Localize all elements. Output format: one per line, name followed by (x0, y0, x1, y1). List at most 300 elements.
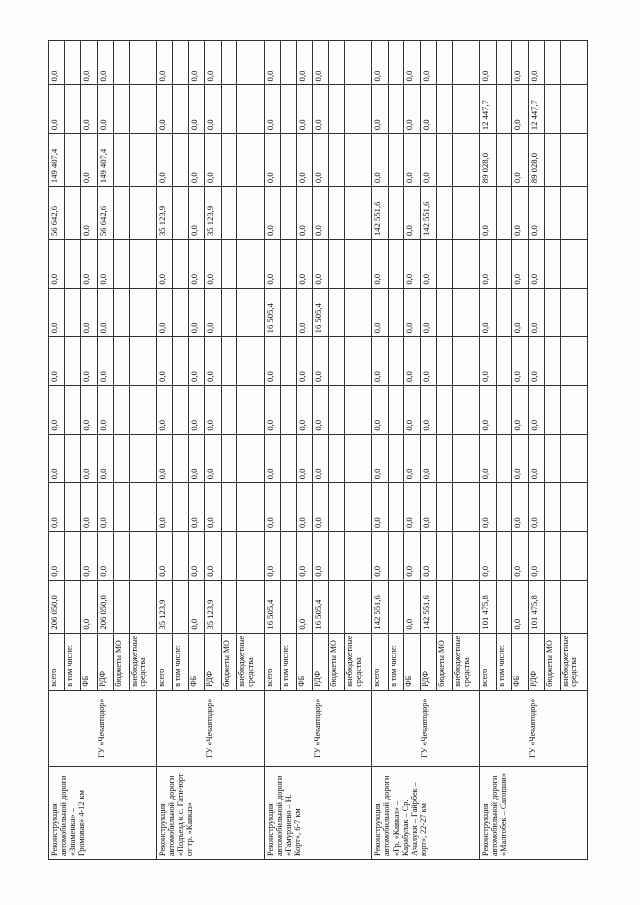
value-cell (221, 483, 237, 532)
value-cell: 0,0 (188, 288, 204, 337)
value-cell (280, 532, 296, 581)
value-cell (388, 386, 404, 435)
value-cell: 0,0 (81, 580, 97, 633)
financing-table (48, 40, 588, 860)
value-cell: 0,0 (512, 239, 528, 288)
value-cell (437, 41, 453, 86)
value-cell: 0,0 (313, 41, 329, 86)
value-cell (545, 386, 561, 435)
value-cell (345, 239, 372, 288)
value-cell: 0,0 (528, 337, 544, 386)
rotated-table-container (48, 40, 588, 860)
value-cell: 0,0 (49, 434, 65, 483)
funding-source-cell: бюджеты МО (113, 633, 129, 690)
value-cell (560, 239, 587, 288)
value-cell (129, 134, 156, 187)
value-cell (129, 580, 156, 633)
value-cell (345, 483, 372, 532)
funding-source-cell: ФБ (404, 633, 420, 690)
value-cell (388, 288, 404, 337)
value-cell: 0,0 (512, 483, 528, 532)
value-cell (173, 337, 189, 386)
value-cell (452, 580, 479, 633)
value-cell (237, 187, 264, 240)
value-cell: 142 551,6 (372, 580, 388, 633)
value-cell: 0,0 (81, 386, 97, 435)
value-cell: 0,0 (480, 288, 496, 337)
value-cell: 12 447,7 (480, 85, 496, 134)
value-cell: 0,0 (205, 434, 221, 483)
value-cell: 206 050,0 (97, 580, 113, 633)
value-cell: 0,0 (528, 239, 544, 288)
value-cell (329, 434, 345, 483)
value-cell (173, 187, 189, 240)
responsible-cell: ГУ «Чечавтодор» (156, 690, 264, 766)
value-cell (221, 134, 237, 187)
value-cell: 0,0 (420, 483, 436, 532)
value-cell (388, 337, 404, 386)
value-cell: 35 123,9 (156, 580, 172, 633)
value-cell: 0,0 (156, 386, 172, 435)
value-cell: 142 551,6 (372, 187, 388, 240)
value-cell (388, 41, 404, 86)
value-cell (237, 41, 264, 86)
value-cell (452, 434, 479, 483)
value-cell (496, 532, 512, 581)
value-cell (545, 532, 561, 581)
value-cell (329, 288, 345, 337)
value-cell (545, 483, 561, 532)
value-cell: 0,0 (313, 386, 329, 435)
value-cell: 0,0 (420, 434, 436, 483)
value-cell (496, 337, 512, 386)
value-cell: 0,0 (205, 134, 221, 187)
value-cell (129, 386, 156, 435)
value-cell: 0,0 (528, 483, 544, 532)
value-cell (237, 532, 264, 581)
value-cell: 89 028,0 (528, 134, 544, 187)
value-cell (560, 434, 587, 483)
value-cell (437, 134, 453, 187)
value-cell (129, 239, 156, 288)
responsible-cell: ГУ «Чечавтодор» (49, 690, 157, 766)
value-cell (221, 288, 237, 337)
value-cell (113, 239, 129, 288)
value-cell: 0,0 (313, 337, 329, 386)
value-cell: 0,0 (528, 386, 544, 435)
value-cell: 0,0 (528, 288, 544, 337)
funding-source-cell: внебюджетные средства (560, 633, 587, 690)
value-cell: 0,0 (81, 187, 97, 240)
value-cell: 0,0 (264, 386, 280, 435)
value-cell: 0,0 (264, 134, 280, 187)
value-cell: 0,0 (205, 41, 221, 86)
project-name-cell: Реконструкция автомобильной дороги «Гамурзиево – Н. Корт», 6-7 км (264, 766, 372, 859)
value-cell (221, 239, 237, 288)
value-cell (388, 239, 404, 288)
value-cell: 0,0 (313, 483, 329, 532)
value-cell: 0,0 (264, 41, 280, 86)
value-cell (221, 532, 237, 581)
funding-source-cell: в том числе: (280, 633, 296, 690)
value-cell: 0,0 (404, 134, 420, 187)
value-cell: 0,0 (404, 85, 420, 134)
value-cell (496, 187, 512, 240)
value-cell (173, 239, 189, 288)
value-cell (329, 483, 345, 532)
value-cell (65, 434, 81, 483)
value-cell: 0,0 (372, 288, 388, 337)
value-cell: 0,0 (264, 239, 280, 288)
responsible-cell: ГУ «Чечавтодор» (372, 690, 480, 766)
value-cell (452, 85, 479, 134)
value-cell: 0,0 (404, 337, 420, 386)
value-cell: 0,0 (97, 288, 113, 337)
value-cell (560, 337, 587, 386)
value-cell (113, 580, 129, 633)
value-cell: 0,0 (372, 134, 388, 187)
value-cell: 0,0 (512, 187, 528, 240)
value-cell: 0,0 (480, 532, 496, 581)
funding-source-cell: в том числе: (65, 633, 81, 690)
value-cell (237, 434, 264, 483)
value-cell (452, 239, 479, 288)
value-cell: 35 123,9 (156, 187, 172, 240)
value-cell: 0,0 (49, 239, 65, 288)
value-cell: 0,0 (156, 288, 172, 337)
value-cell (113, 187, 129, 240)
value-cell (65, 187, 81, 240)
value-cell (280, 134, 296, 187)
value-cell: 0,0 (372, 85, 388, 134)
value-cell (437, 386, 453, 435)
value-cell (329, 386, 345, 435)
value-cell (65, 386, 81, 435)
funding-source-cell: всего (49, 633, 65, 690)
value-cell (496, 134, 512, 187)
value-cell: 142 551,6 (420, 580, 436, 633)
value-cell: 16 505,4 (264, 288, 280, 337)
responsible-cell: ГУ «Чечавтодор» (480, 690, 588, 766)
value-cell: 0,0 (49, 483, 65, 532)
value-cell: 0,0 (264, 483, 280, 532)
value-cell (65, 532, 81, 581)
value-cell: 0,0 (480, 239, 496, 288)
value-cell: 0,0 (480, 434, 496, 483)
value-cell (388, 187, 404, 240)
value-cell: 0,0 (97, 239, 113, 288)
value-cell: 0,0 (404, 580, 420, 633)
value-cell: 0,0 (372, 337, 388, 386)
value-cell: 0,0 (264, 337, 280, 386)
value-cell (65, 239, 81, 288)
value-cell: 16 505,4 (264, 580, 280, 633)
value-cell (545, 41, 561, 86)
funding-source-cell: ФБ (81, 633, 97, 690)
funding-source-cell: внебюджетные средства (237, 633, 264, 690)
value-cell (496, 41, 512, 86)
value-cell (437, 434, 453, 483)
value-cell (65, 134, 81, 187)
value-cell (560, 386, 587, 435)
value-cell (237, 85, 264, 134)
value-cell: 0,0 (296, 41, 312, 86)
value-cell (496, 386, 512, 435)
funding-source-cell: бюджеты МО (437, 633, 453, 690)
value-cell: 0,0 (480, 483, 496, 532)
value-cell: 0,0 (512, 337, 528, 386)
value-cell (452, 187, 479, 240)
value-cell (345, 580, 372, 633)
funding-source-cell: РДФ (420, 633, 436, 690)
value-cell: 0,0 (296, 386, 312, 435)
value-cell (280, 483, 296, 532)
funding-source-cell: внебюджетные средства (452, 633, 479, 690)
funding-source-cell: РДФ (528, 633, 544, 690)
value-cell (345, 134, 372, 187)
value-cell: 0,0 (313, 532, 329, 581)
value-cell (113, 532, 129, 581)
value-cell: 0,0 (296, 85, 312, 134)
funding-source-cell: РДФ (97, 633, 113, 690)
value-cell: 0,0 (512, 386, 528, 435)
value-cell (113, 434, 129, 483)
value-cell (437, 532, 453, 581)
value-cell: 0,0 (480, 41, 496, 86)
value-cell: 0,0 (528, 41, 544, 86)
value-cell: 0,0 (512, 134, 528, 187)
value-cell (560, 483, 587, 532)
value-cell: 0,0 (205, 85, 221, 134)
value-cell: 0,0 (81, 85, 97, 134)
value-cell: 0,0 (512, 434, 528, 483)
value-cell: 0,0 (512, 288, 528, 337)
value-cell (329, 134, 345, 187)
value-cell: 0,0 (156, 134, 172, 187)
value-cell (329, 239, 345, 288)
value-cell (345, 288, 372, 337)
funding-source-cell: ФБ (188, 633, 204, 690)
value-cell (113, 288, 129, 337)
value-cell (280, 386, 296, 435)
value-cell: 0,0 (205, 483, 221, 532)
value-cell (129, 41, 156, 86)
responsible-cell: ГУ «Чечавтодор» (264, 690, 372, 766)
value-cell (388, 580, 404, 633)
value-cell (129, 85, 156, 134)
value-cell: 0,0 (404, 386, 420, 435)
value-cell: 0,0 (512, 532, 528, 581)
funding-source-cell: в том числе: (496, 633, 512, 690)
value-cell (437, 239, 453, 288)
funding-source-cell: РДФ (313, 633, 329, 690)
funding-source-cell: бюджеты МО (221, 633, 237, 690)
value-cell: 0,0 (313, 434, 329, 483)
value-cell (452, 483, 479, 532)
value-cell (221, 41, 237, 86)
value-cell: 0,0 (81, 239, 97, 288)
value-cell: 89 028,0 (480, 134, 496, 187)
value-cell: 0,0 (49, 288, 65, 337)
value-cell (129, 337, 156, 386)
value-cell (437, 187, 453, 240)
value-cell (452, 134, 479, 187)
value-cell: 0,0 (81, 134, 97, 187)
value-cell: 0,0 (528, 187, 544, 240)
value-cell (173, 483, 189, 532)
project-name-cell: Реконструкция автомобильной дороги «Малгобек – Сагопши» (480, 766, 588, 859)
value-cell: 12 447,7 (528, 85, 544, 134)
value-cell: 0,0 (49, 41, 65, 86)
value-cell: 0,0 (97, 483, 113, 532)
value-cell (280, 434, 296, 483)
value-cell: 0,0 (188, 483, 204, 532)
value-cell: 0,0 (512, 85, 528, 134)
value-cell: 0,0 (420, 337, 436, 386)
value-cell (545, 85, 561, 134)
table-row (372, 41, 388, 860)
value-cell: 0,0 (420, 41, 436, 86)
value-cell (545, 580, 561, 633)
value-cell: 0,0 (156, 41, 172, 86)
value-cell (345, 386, 372, 435)
value-cell (496, 288, 512, 337)
value-cell (237, 580, 264, 633)
value-cell (329, 41, 345, 86)
value-cell: 0,0 (205, 288, 221, 337)
value-cell (280, 41, 296, 86)
table-row (49, 41, 65, 860)
value-cell (280, 288, 296, 337)
value-cell: 0,0 (188, 41, 204, 86)
value-cell (560, 134, 587, 187)
value-cell: 0,0 (264, 85, 280, 134)
value-cell: 0,0 (313, 85, 329, 134)
value-cell: 0,0 (372, 532, 388, 581)
table-row (480, 41, 496, 860)
value-cell (452, 532, 479, 581)
value-cell (388, 532, 404, 581)
value-cell: 0,0 (296, 337, 312, 386)
value-cell (173, 434, 189, 483)
value-cell: 101 475,8 (528, 580, 544, 633)
value-cell: 0,0 (296, 288, 312, 337)
value-cell: 0,0 (372, 41, 388, 86)
value-cell (437, 288, 453, 337)
value-cell (329, 187, 345, 240)
value-cell (237, 386, 264, 435)
value-cell (388, 134, 404, 187)
funding-source-cell: внебюджетные средства (129, 633, 156, 690)
value-cell (329, 85, 345, 134)
value-cell (345, 187, 372, 240)
value-cell (237, 239, 264, 288)
funding-source-cell: всего (156, 633, 172, 690)
value-cell: 0,0 (49, 337, 65, 386)
value-cell (452, 41, 479, 86)
value-cell: 56 642,6 (97, 187, 113, 240)
value-cell: 0,0 (49, 386, 65, 435)
value-cell (545, 187, 561, 240)
value-cell: 0,0 (205, 239, 221, 288)
value-cell: 0,0 (156, 434, 172, 483)
value-cell: 0,0 (188, 239, 204, 288)
value-cell: 0,0 (97, 85, 113, 134)
value-cell (129, 288, 156, 337)
value-cell: 0,0 (188, 187, 204, 240)
value-cell: 0,0 (420, 239, 436, 288)
value-cell: 0,0 (512, 41, 528, 86)
value-cell (221, 187, 237, 240)
value-cell: 0,0 (296, 483, 312, 532)
value-cell (173, 288, 189, 337)
value-cell: 0,0 (97, 386, 113, 435)
value-cell (173, 85, 189, 134)
value-cell: 0,0 (264, 187, 280, 240)
project-name-cell: Реконструкция автомобильной дороги «Знаменка» – Громовая» 4-12 км (49, 766, 157, 859)
value-cell: 0,0 (97, 434, 113, 483)
value-cell: 0,0 (528, 434, 544, 483)
value-cell: 0,0 (188, 434, 204, 483)
value-cell (560, 187, 587, 240)
value-cell: 0,0 (296, 187, 312, 240)
value-cell: 0,0 (372, 483, 388, 532)
value-cell (173, 580, 189, 633)
value-cell: 0,0 (404, 239, 420, 288)
value-cell: 0,0 (420, 288, 436, 337)
value-cell: 0,0 (188, 134, 204, 187)
value-cell (129, 532, 156, 581)
value-cell (452, 386, 479, 435)
value-cell: 0,0 (264, 532, 280, 581)
value-cell: 0,0 (97, 532, 113, 581)
value-cell: 0,0 (296, 532, 312, 581)
value-cell (280, 85, 296, 134)
value-cell (221, 337, 237, 386)
value-cell: 0,0 (372, 386, 388, 435)
value-cell (221, 580, 237, 633)
value-cell (129, 483, 156, 532)
funding-source-cell: бюджеты МО (329, 633, 345, 690)
value-cell (65, 85, 81, 134)
value-cell: 0,0 (404, 434, 420, 483)
value-cell: 206 050,0 (49, 580, 65, 633)
table-row (264, 41, 280, 860)
value-cell (437, 337, 453, 386)
value-cell: 0,0 (372, 434, 388, 483)
value-cell (560, 85, 587, 134)
value-cell (237, 134, 264, 187)
value-cell: 0,0 (420, 532, 436, 581)
value-cell (280, 580, 296, 633)
value-cell: 56 642,6 (49, 187, 65, 240)
funding-source-cell: в том числе: (173, 633, 189, 690)
value-cell (452, 288, 479, 337)
value-cell: 35 123,9 (205, 580, 221, 633)
value-cell (388, 483, 404, 532)
value-cell: 0,0 (296, 434, 312, 483)
value-cell (329, 532, 345, 581)
value-cell (65, 580, 81, 633)
value-cell: 0,0 (420, 386, 436, 435)
value-cell: 0,0 (205, 532, 221, 581)
value-cell: 0,0 (81, 532, 97, 581)
value-cell (560, 580, 587, 633)
value-cell: 35 123,9 (205, 187, 221, 240)
value-cell: 0,0 (97, 41, 113, 86)
value-cell: 0,0 (81, 337, 97, 386)
value-cell (65, 41, 81, 86)
